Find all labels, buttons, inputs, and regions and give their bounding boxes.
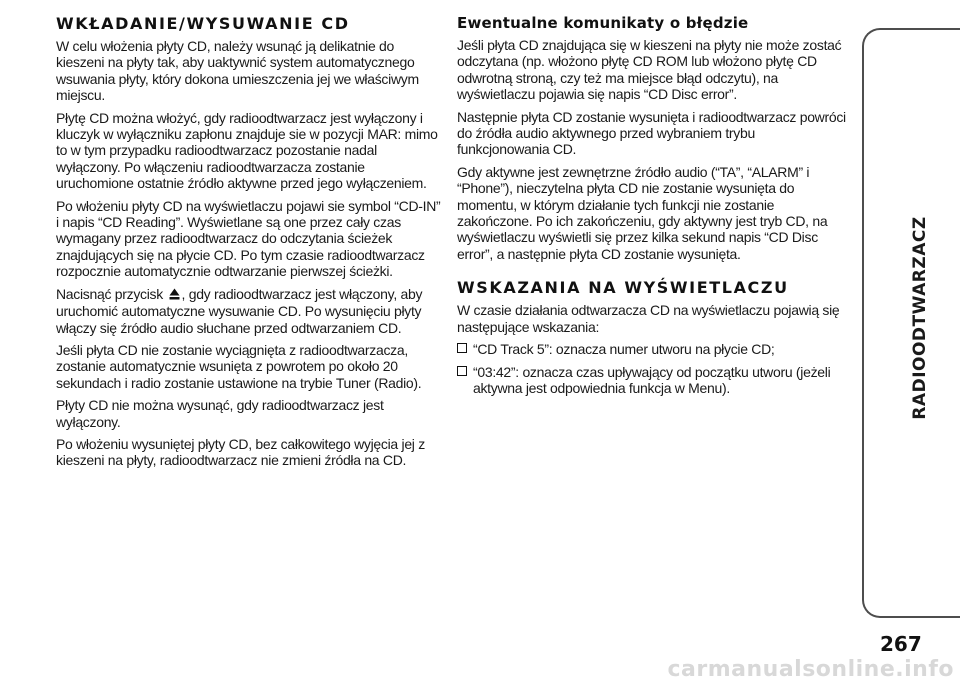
paragraph: Płyty CD nie można wysunąć, gdy radioodtwarzacz jest wyłączony. bbox=[56, 397, 384, 430]
eject-text-after: , gdy radioodtwarzacz jest włączony, aby uruchomić automatyczne wysuwanie CD. Po wysunięciu płyty włączy się źródło audio słuchane przed odtwarzaniem CD. bbox=[56, 285, 423, 336]
list-item-text: “03:42”: oznacza czas upływający od początku utworu (jeżeli aktywna jest odpowiednia funkcja w Menu). bbox=[473, 363, 831, 396]
paragraph: W celu włożenia płyty CD, należy wsunąć ją delikatnie do kieszeni na płyty tak, aby uaktywnić system automatycznego wsuwania płyty, który dokona umieszczenia jej we właściwym miejscu. bbox=[56, 38, 419, 104]
list-item bbox=[457, 341, 849, 357]
paragraph-eject bbox=[56, 286, 442, 336]
left-column bbox=[56, 14, 442, 475]
paragraph: Gdy aktywne jest zewnętrzne źródło audio (“TA”, “ALARM” i “Phone”), nieczytelna płyta CD nie zostanie wysunięta do momentu, w którym działanie tych funkcji nie zostanie zakończone. Po ich zakończeniu, gdy aktywny jest tryb CD, na wyświetlaczu wyświetli się przez kilka sekund napis “CD Disc error”, a następnie płyta CD zostanie wysunięta. bbox=[457, 163, 828, 262]
paragraph-intro: W czasie działania odtwarzacza CD na wyświetlaczu pojawią się następujące wskazania: bbox=[457, 302, 840, 335]
list-item-text: “CD Track 5”: oznacza numer utworu na płycie CD; bbox=[473, 341, 775, 358]
paragraph: Jeśli płyta CD nie zostanie wyciągnięta z radioodtwarzacza, zostanie automatycznie wsunięta z powrotem po około 20 sekundach i radio zostanie ustawione na trybie Tuner (Radio). bbox=[56, 341, 422, 391]
watermark: carmanualsonline.info bbox=[667, 657, 954, 682]
eject-text-before: Nacisnąć przycisk bbox=[56, 285, 163, 302]
checkbox-bullet-icon bbox=[457, 366, 467, 376]
paragraph: Po włożeniu wysuniętej płyty CD, bez całkowitego wyjęcia jej z kieszeni na płyty, radioodtwarzacz nie zmieni źródła na CD. bbox=[56, 435, 425, 469]
chapter-tab-label: RADIOODTWARZACZ bbox=[910, 216, 930, 420]
paragraph: Płytę CD można włożyć, gdy radioodtwarzacz jest wyłączony i kluczyk w wyłączniku zapłonu znajduje sie w pozycji MAR: mimo to w tym przypadku radioodtwarzacz pozostanie nadal wyłączony. Po włączeniu radioodtwarzacza zostanie uruchomione ostatnie źródło aktywne przed jego wyłączeniem. bbox=[56, 109, 438, 192]
list-item bbox=[457, 364, 849, 397]
paragraph: Po włożeniu płyty CD na wyświetlaczu pojawi sie symbol “CD-IN” i napis “CD Reading”. Wyświetlane są one przez cały czas wymagany przez radioodtwarzacz do odczytania ścieżek znajdujących się na płycie CD. Po tym czasie radioodtwarzacz rozpocznie automatycznie odtwarzanie pierwszej ścieżki. bbox=[56, 197, 441, 280]
bullet-list bbox=[457, 341, 849, 396]
right-column bbox=[457, 14, 849, 402]
section-heading-insert-eject: WKŁADANIE/WYSUWANIE CD bbox=[56, 14, 350, 33]
subheading-error-messages: Ewentualne komunikaty o błędzie bbox=[457, 14, 749, 32]
section-heading-display: WSKAZANIA NA WYŚWIETLACZU bbox=[457, 278, 789, 298]
eject-icon bbox=[169, 287, 180, 303]
paragraph: Jeśli płyta CD znajdująca się w kieszeni na płyty nie może zostać odczytana (np. włożono płytę CD ROM lub włożono płytę CD odwrotną stroną, czy też ma miejsce błąd odczytu), na wyświetlaczu pojawia się napis “CD Disc error”. bbox=[457, 37, 842, 103]
page-number: 267 bbox=[880, 632, 922, 656]
paragraph: Następnie płyta CD zostanie wysunięta i radioodtwarzacz powróci do źródła audio aktywnego przed wybraniem trybu funkcjonowania CD. bbox=[457, 108, 846, 158]
checkbox-bullet-icon bbox=[457, 343, 467, 353]
